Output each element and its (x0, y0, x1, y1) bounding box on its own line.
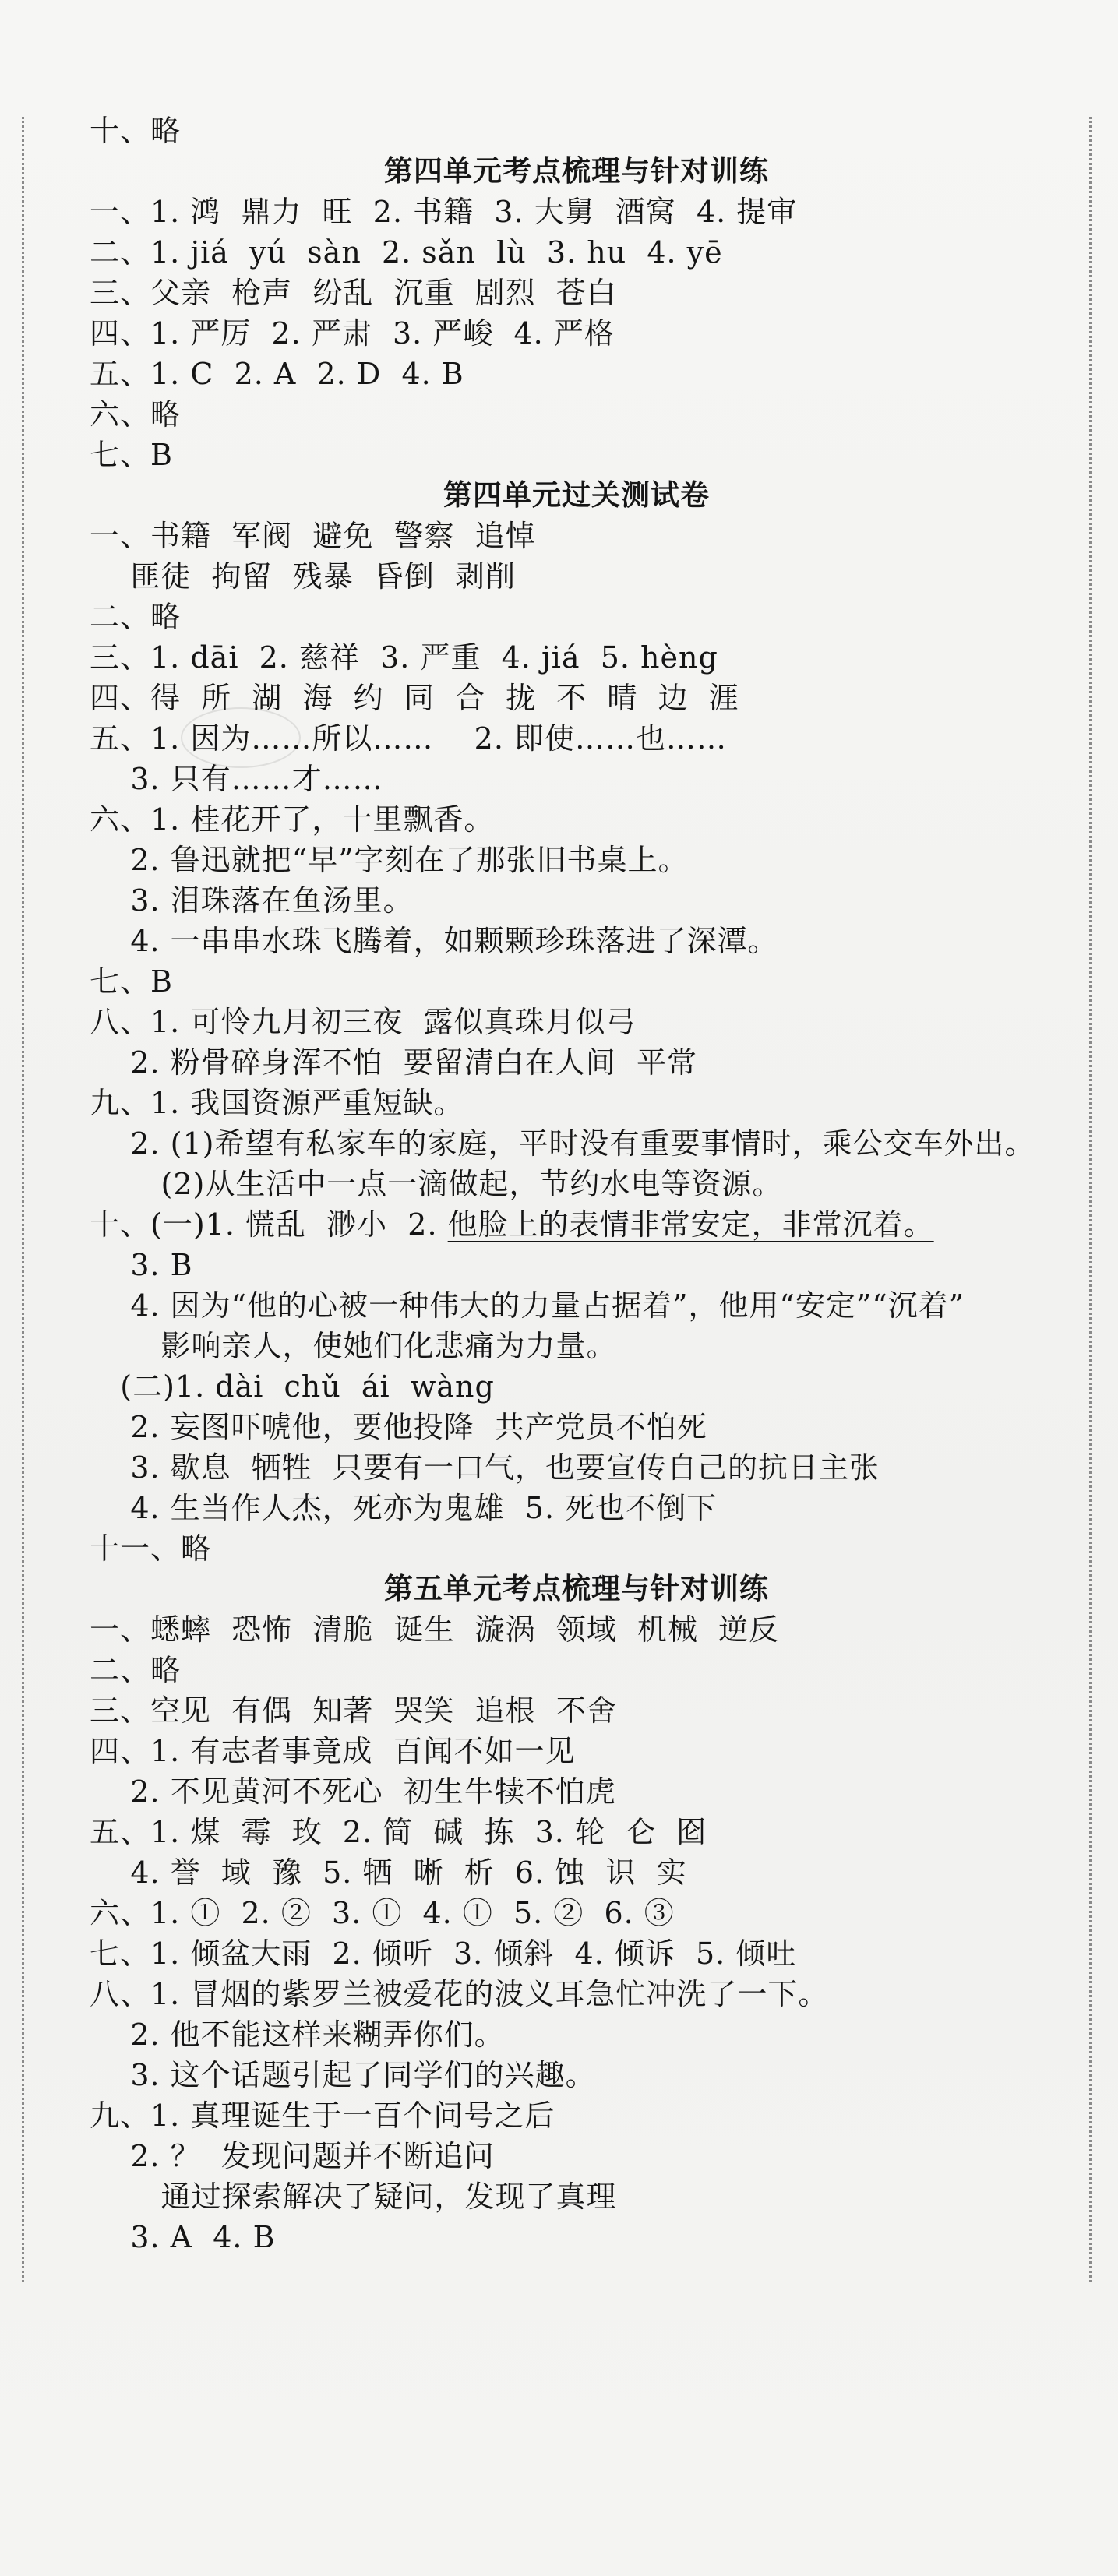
answer-line (90, 516, 1063, 556)
answer-text: 五、1. 煤 霉 玫 2. 简 碱 拣 3. 轮 仑 囵 (90, 1815, 707, 1849)
answer-line (90, 880, 1063, 921)
answer-text: 八、1. 可怜九月初三夜 露似真珠月似弓 (90, 1005, 637, 1039)
answer-text: 八、1. 冒烟的紫罗兰被爱花的波义耳急忙冲洗了一下。 (90, 1977, 829, 2011)
answer-text: 六、略 (90, 397, 182, 432)
answer-line (90, 1042, 1063, 1083)
answer-text: 三、空见 有偶 知著 哭笑 追根 不舍 (90, 1693, 617, 1728)
answer-text: 十、(一)1. 慌乱 渺小 2. (90, 1207, 448, 1242)
answer-line (90, 1933, 1063, 1974)
answer-text: 第四单元过关测试卷 (443, 478, 710, 512)
answer-text: 2. (1)希望有私家车的家庭，平时没有重要事情时，乘公交车外出。 (90, 1126, 1035, 1161)
answer-line (90, 111, 1063, 151)
section-heading (90, 1569, 1063, 1609)
answer-text: 4. 生当作人杰，死亦为鬼雄 5. 死也不倒下 (90, 1491, 718, 1525)
answer-line (90, 1245, 1063, 1285)
answer-text: 九、1. 我国资源严重短缺。 (90, 1086, 464, 1120)
answer-line (90, 1974, 1063, 2014)
answer-line (90, 1123, 1063, 1164)
answer-line (90, 1326, 1063, 1366)
answer-line (90, 678, 1063, 718)
answer-line (90, 759, 1063, 799)
answer-line (90, 1447, 1063, 1488)
answer-text: 三、1. dāi 2. 慈祥 3. 严重 4. jiá 5. hèng (90, 640, 718, 675)
answer-line (90, 718, 1063, 759)
answer-content (90, 111, 1063, 2257)
answer-line (90, 354, 1063, 394)
answer-text: 影响亲人，使她们化悲痛为力量。 (90, 1329, 617, 1363)
answer-line (90, 2095, 1063, 2136)
answer-text: 二、略 (90, 600, 182, 634)
answer-text: 3. B (90, 1248, 193, 1282)
answer-line (90, 1002, 1063, 1042)
answer-line (90, 435, 1063, 475)
answer-line (90, 1285, 1063, 1326)
answer-line (90, 597, 1063, 637)
answer-line (90, 1528, 1063, 1569)
answer-text: 五、1. C 2. A 2. D 4. B (90, 357, 464, 391)
underlined-answer: 他脸上的表情非常安定，非常沉着。 (447, 1207, 934, 1242)
answer-text: 二、略 (90, 1653, 182, 1687)
answer-line (90, 2217, 1063, 2257)
answer-text: 七、B (90, 964, 173, 999)
answer-line (90, 1083, 1063, 1123)
answer-text: 2. ？ 发现问题并不断追问 (90, 2139, 495, 2173)
answer-line (90, 1650, 1063, 1690)
answer-text: 四、得 所 湖 海 约 同 合 拢 不 晴 边 涯 (90, 681, 739, 715)
answer-text: 六、1. 桂花开了，十里飘香。 (90, 802, 495, 837)
answer-text: 4. 誉 域 豫 5. 牺 晰 析 6. 蚀 识 实 (90, 1855, 687, 1890)
answer-text: 4. 一串串水珠飞腾着，如颗颗珍珠落进了深潭。 (90, 924, 778, 958)
answer-text: 第五单元考点梳理与针对训练 (384, 1572, 769, 1605)
answer-text: 匪徒 拘留 残暴 昏倒 剥削 (90, 559, 516, 594)
answer-text: 四、1. 严厉 2. 严肃 3. 严峻 4. 严格 (90, 316, 615, 351)
answer-text: 3. 泪珠落在鱼汤里。 (90, 883, 414, 918)
answer-text: 4. 因为“他的心被一种伟大的力量占据着”，他用“安定”“沉着” (90, 1288, 965, 1323)
answer-text: 3. A 4. B (90, 2220, 276, 2254)
answer-text: 一、蟋蟀 恐怖 清脆 诞生 漩涡 领域 机械 逆反 (90, 1612, 780, 1647)
answer-text: 3. 只有……才…… (90, 762, 383, 796)
answer-text: 十、略 (90, 114, 182, 148)
answer-line (90, 313, 1063, 354)
answer-line (90, 799, 1063, 840)
answer-text: 九、1. 真理诞生于一百个问号之后 (90, 2099, 555, 2133)
answer-line (90, 1771, 1063, 1812)
answer-line (90, 1690, 1063, 1731)
answer-line (90, 2136, 1063, 2176)
answer-line (90, 921, 1063, 961)
answer-line (90, 1731, 1063, 1771)
answer-line (90, 2014, 1063, 2055)
answer-text: 2. 他不能这样来糊弄你们。 (90, 2017, 505, 2052)
answer-line (90, 192, 1063, 232)
answer-text: (2)从生活中一点一滴做起，节约水电等资源。 (90, 1167, 783, 1201)
answer-text: 第四单元考点梳理与针对训练 (384, 154, 769, 188)
answer-line (90, 1488, 1063, 1528)
answer-line (90, 232, 1063, 273)
section-heading (90, 151, 1063, 192)
left-margin-rule (22, 117, 24, 2282)
answer-line (90, 1609, 1063, 1650)
answer-line (90, 2176, 1063, 2217)
answer-text: 3. 歇息 牺牲 只要有一口气，也要宣传自己的抗日主张 (90, 1450, 880, 1485)
answer-text: 七、1. 倾盆大雨 2. 倾听 3. 倾斜 4. 倾诉 5. 倾吐 (90, 1936, 797, 1971)
answer-text: 五、1. 因为……所以…… 2. 即使……也…… (90, 721, 727, 756)
answer-line (90, 1852, 1063, 1893)
section-heading (90, 475, 1063, 516)
answer-line (90, 273, 1063, 313)
answer-text: 一、1. 鸿 鼎力 旺 2. 书籍 3. 大舅 酒窝 4. 提审 (90, 195, 798, 229)
answer-line (90, 1407, 1063, 1447)
answer-text: 六、1. ① 2. ② 3. ① 4. ① 5. ② 6. ③ (90, 1896, 675, 1930)
answer-text: (二)1. dài chǔ ái wàng (90, 1369, 495, 1404)
answer-line (90, 961, 1063, 1002)
answer-line (90, 556, 1063, 597)
answer-text: 三、父亲 枪声 纷乱 沉重 剧烈 苍白 (90, 276, 617, 310)
answer-line (90, 1164, 1063, 1204)
answer-text: 通过探索解决了疑问，发现了真理 (90, 2180, 617, 2214)
answer-line (90, 1204, 1063, 1245)
answer-line (90, 2055, 1063, 2095)
answer-line (90, 1366, 1063, 1407)
right-margin-rule (1089, 117, 1092, 2282)
answer-line (90, 394, 1063, 435)
answer-text: 四、1. 有志者事竟成 百闻不如一见 (90, 1734, 576, 1768)
answer-text: 2. 不见黄河不死心 初生牛犊不怕虎 (90, 1774, 616, 1809)
answer-line (90, 1893, 1063, 1933)
answer-text: 二、1. jiá yú sàn 2. sǎn lù 3. hu 4. yē (90, 235, 723, 270)
answer-text: 一、书籍 军阀 避免 警察 追悼 (90, 519, 536, 553)
answer-line (90, 840, 1063, 880)
answer-text: 2. 妄图吓唬他，要他投降 共产党员不怕死 (90, 1410, 707, 1444)
answer-text: 3. 这个话题引起了同学们的兴趣。 (90, 2058, 596, 2092)
answer-text: 七、B (90, 438, 173, 472)
answer-line (90, 637, 1063, 678)
answer-line (90, 1812, 1063, 1852)
answer-text: 2. 粉骨碎身浑不怕 要留清白在人间 平常 (90, 1045, 697, 1080)
answer-text: 十一、略 (90, 1531, 212, 1566)
answer-text: 2. 鲁迅就把“早”字刻在了那张旧书桌上。 (90, 843, 689, 877)
